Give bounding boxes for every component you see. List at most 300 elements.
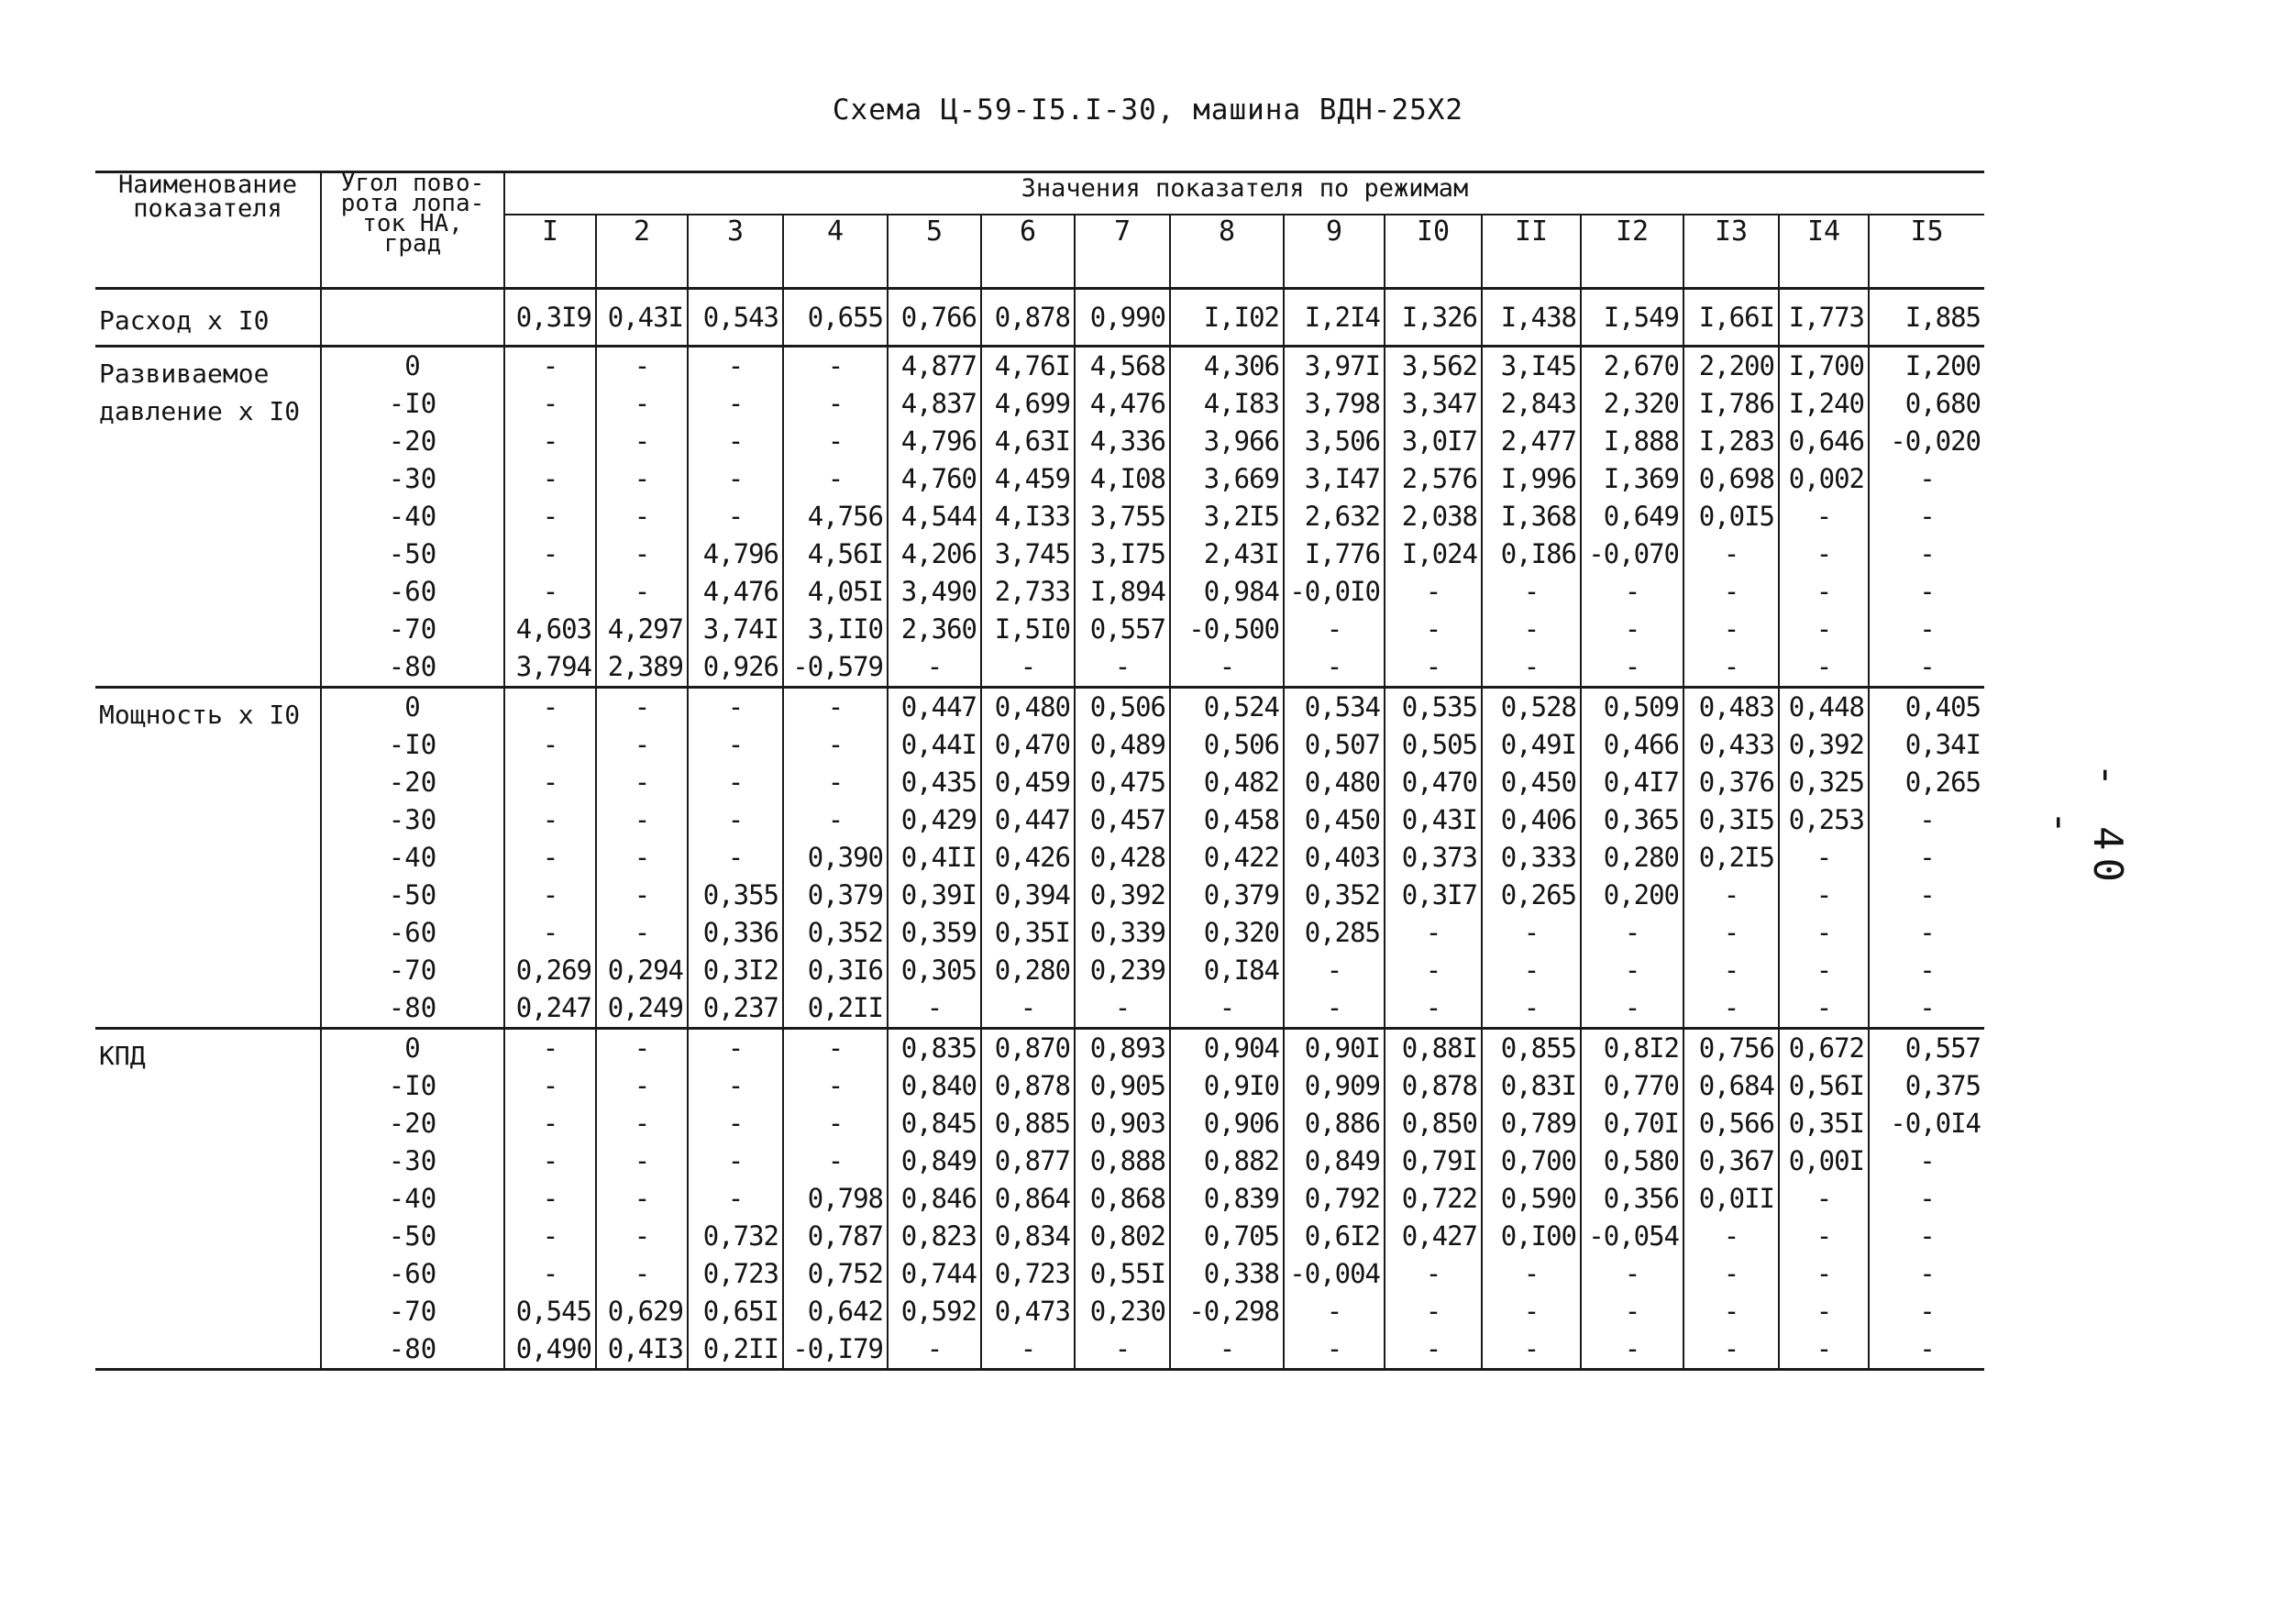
value-cell: 0,580 bbox=[1581, 1142, 1683, 1180]
value-cell: - bbox=[504, 1218, 596, 1255]
value-cell: -0,054 bbox=[1581, 1218, 1683, 1255]
value-cell: 0,732 bbox=[688, 1218, 783, 1255]
value-cell: 4,544 bbox=[888, 498, 981, 535]
angle-cell: -I0 bbox=[321, 385, 504, 423]
angle-cell: -50 bbox=[321, 1218, 504, 1255]
value-cell: - bbox=[1919, 804, 1935, 835]
value-cell: 0,376 bbox=[1683, 764, 1779, 801]
mode-header: 4 bbox=[783, 215, 888, 289]
value-cell: 0,905 bbox=[1075, 1067, 1170, 1105]
value-cell: 0,394 bbox=[981, 877, 1075, 914]
value-cell: - bbox=[596, 460, 688, 498]
value-cell: 0,864 bbox=[981, 1180, 1075, 1218]
value-cell: - bbox=[688, 1067, 783, 1105]
value-cell: - bbox=[596, 1180, 688, 1218]
angle-cell: -20 bbox=[321, 764, 504, 801]
mode-header: II bbox=[1482, 215, 1581, 289]
value-cell: 0,39I bbox=[888, 877, 981, 914]
value-cell: - bbox=[688, 688, 783, 727]
value-cell: - bbox=[1919, 538, 1935, 569]
mode-header: I2 bbox=[1581, 215, 1683, 289]
value-cell: 2,843 bbox=[1482, 385, 1581, 423]
value-cell: 0,405 bbox=[1869, 688, 1984, 727]
value-cell: 0,392 bbox=[1779, 726, 1869, 764]
value-cell: - bbox=[504, 385, 596, 423]
angle-cell: 0 bbox=[321, 347, 504, 386]
value-cell: 0,4I3 bbox=[596, 1330, 688, 1370]
value-cell: - bbox=[783, 385, 888, 423]
value-cell: - bbox=[1482, 989, 1581, 1029]
value-cell: 0,285 bbox=[1284, 914, 1385, 952]
value-cell: 0,590 bbox=[1482, 1180, 1581, 1218]
value-cell: - bbox=[783, 1029, 888, 1068]
value-cell: 0,878 bbox=[1385, 1067, 1482, 1105]
table-row bbox=[95, 989, 1984, 1029]
value-cell: 0,2I5 bbox=[1683, 839, 1779, 877]
value-cell: 0,56I bbox=[1779, 1067, 1869, 1105]
value-cell: 4,837 bbox=[888, 385, 981, 423]
value-cell: - bbox=[1779, 952, 1869, 989]
value-cell: 0,906 bbox=[1170, 1105, 1284, 1142]
value-cell: - bbox=[1385, 1255, 1482, 1293]
value-cell: - bbox=[1779, 498, 1869, 535]
value-cell: 0,868 bbox=[1075, 1180, 1170, 1218]
value-cell: 2,389 bbox=[596, 648, 688, 688]
value-cell: 4,306 bbox=[1170, 347, 1284, 386]
header-name: Наименование показателя bbox=[95, 172, 321, 289]
value-cell: 0,509 bbox=[1581, 688, 1683, 727]
table-row bbox=[95, 952, 1984, 989]
value-cell: I,894 bbox=[1075, 573, 1170, 611]
value-cell: 0,280 bbox=[981, 952, 1075, 989]
value-cell: - bbox=[1683, 952, 1779, 989]
value-cell: 0,294 bbox=[596, 952, 688, 989]
value-cell: - bbox=[596, 573, 688, 611]
value-cell: - bbox=[596, 726, 688, 764]
value-cell: 0,475 bbox=[1075, 764, 1170, 801]
value-cell: - bbox=[688, 1029, 783, 1068]
angle-cell: -70 bbox=[321, 952, 504, 989]
value-cell: - bbox=[1170, 1330, 1284, 1370]
value-cell: - bbox=[1482, 1330, 1581, 1370]
value-cell: 0,535 bbox=[1385, 688, 1482, 727]
value-cell: -0,I79 bbox=[783, 1330, 888, 1370]
angle-cell: -70 bbox=[321, 611, 504, 648]
value-cell: -0,020 bbox=[1890, 425, 1981, 457]
value-cell: I,240 bbox=[1779, 385, 1869, 423]
value-cell: - bbox=[596, 498, 688, 535]
value-cell: 0,356 bbox=[1581, 1180, 1683, 1218]
value-cell: 3,798 bbox=[1284, 385, 1385, 423]
value-cell: - bbox=[1482, 1293, 1581, 1330]
value-cell: 0,482 bbox=[1170, 764, 1284, 801]
value-cell: 0,6I2 bbox=[1284, 1218, 1385, 1255]
value-cell: 0,88I bbox=[1385, 1029, 1482, 1068]
value-cell: 0,375 bbox=[1904, 1070, 1981, 1101]
value-cell: 0,65I bbox=[688, 1293, 783, 1330]
value-cell: 0,447 bbox=[981, 801, 1075, 839]
value-cell: 4,603 bbox=[504, 611, 596, 648]
table-row bbox=[95, 648, 1984, 688]
value-cell: - bbox=[596, 347, 688, 386]
value-cell: 0,3I7 bbox=[1385, 877, 1482, 914]
value-cell: 0,0II bbox=[1683, 1180, 1779, 1218]
value-cell: - bbox=[596, 385, 688, 423]
table-row bbox=[95, 1218, 1984, 1255]
value-cell: 0,458 bbox=[1170, 801, 1284, 839]
angle-cell bbox=[321, 289, 504, 347]
value-cell: 0,756 bbox=[1683, 1029, 1779, 1068]
value-cell: 0,34I bbox=[1904, 729, 1981, 760]
table-row bbox=[95, 535, 1984, 573]
value-cell: - bbox=[504, 839, 596, 877]
value-cell: 2,733 bbox=[981, 573, 1075, 611]
value-cell: 0,534 bbox=[1284, 688, 1385, 727]
value-cell: 0,904 bbox=[1170, 1029, 1284, 1068]
value-cell: 4,I83 bbox=[1170, 385, 1284, 423]
value-cell: - bbox=[1581, 914, 1683, 952]
value-cell: 0,002 bbox=[1779, 460, 1869, 498]
value-cell: 0,338 bbox=[1170, 1255, 1284, 1293]
value-cell: 0,0I5 bbox=[1683, 498, 1779, 535]
value-cell: -0,070 bbox=[1581, 535, 1683, 573]
value-cell: 0,333 bbox=[1482, 839, 1581, 877]
value-cell: 0,3I9 bbox=[504, 289, 596, 347]
value-cell: - bbox=[1919, 613, 1935, 645]
value-cell: 4,297 bbox=[596, 611, 688, 648]
value-cell: - bbox=[1482, 952, 1581, 989]
table-row bbox=[95, 1330, 1984, 1370]
value-cell: 0,429 bbox=[888, 801, 981, 839]
value-cell: 4,796 bbox=[888, 423, 981, 460]
value-cell: 0,I00 bbox=[1482, 1218, 1581, 1255]
value-cell: 0,320 bbox=[1170, 914, 1284, 952]
angle-cell: -80 bbox=[321, 1330, 504, 1370]
value-cell: - bbox=[1919, 1220, 1935, 1252]
value-cell: 0,49I bbox=[1482, 726, 1581, 764]
value-cell: 3,562 bbox=[1385, 347, 1482, 386]
table-row bbox=[95, 385, 1984, 423]
value-cell: I,200 bbox=[1869, 347, 1984, 386]
value-cell: 0,427 bbox=[1385, 1218, 1482, 1255]
value-cell: - bbox=[1683, 1293, 1779, 1330]
value-cell: 0,766 bbox=[888, 289, 981, 347]
table-row bbox=[95, 289, 1984, 347]
value-cell: 0,752 bbox=[783, 1255, 888, 1293]
table-row bbox=[95, 1180, 1984, 1218]
table-row bbox=[95, 1293, 1984, 1330]
value-cell: - bbox=[1919, 501, 1935, 532]
value-cell: - bbox=[1779, 611, 1869, 648]
value-cell: 0,35I bbox=[981, 914, 1075, 952]
value-cell: - bbox=[504, 423, 596, 460]
value-cell: - bbox=[1385, 989, 1482, 1029]
value-cell: 0,507 bbox=[1284, 726, 1385, 764]
value-cell: - bbox=[504, 498, 596, 535]
mode-header: 8 bbox=[1170, 215, 1284, 289]
value-cell: I,700 bbox=[1779, 347, 1869, 386]
value-cell: - bbox=[504, 764, 596, 801]
value-cell: 0,390 bbox=[783, 839, 888, 877]
value-cell: 0,849 bbox=[1284, 1142, 1385, 1180]
value-cell: 0,705 bbox=[1170, 1218, 1284, 1255]
header-values-group: Значения показателя по режимам bbox=[504, 172, 1984, 215]
value-cell: - bbox=[783, 347, 888, 386]
table-row bbox=[95, 914, 1984, 952]
value-cell: 2,320 bbox=[1581, 385, 1683, 423]
value-cell: 3,I75 bbox=[1075, 535, 1170, 573]
value-cell: - bbox=[504, 347, 596, 386]
value-cell: I,5I0 bbox=[981, 611, 1075, 648]
value-cell: - bbox=[1581, 1330, 1683, 1370]
value-cell: 3,347 bbox=[1385, 385, 1482, 423]
value-cell: - bbox=[596, 1105, 688, 1142]
value-cell: - bbox=[1170, 648, 1284, 688]
value-cell: 0,265 bbox=[1904, 767, 1981, 798]
value-cell: 0,433 bbox=[1683, 726, 1779, 764]
value-cell: - bbox=[1919, 1296, 1935, 1327]
value-cell: - bbox=[1284, 989, 1385, 1029]
value-cell: 3,II0 bbox=[783, 611, 888, 648]
value-cell: I,326 bbox=[1385, 289, 1482, 347]
value-cell: 0,629 bbox=[596, 1293, 688, 1330]
value-cell: 0,787 bbox=[783, 1218, 888, 1255]
value-cell: - bbox=[1779, 573, 1869, 611]
value-cell: - bbox=[596, 535, 688, 573]
value-cell: - bbox=[1919, 992, 1935, 1023]
value-cell: 3,966 bbox=[1170, 423, 1284, 460]
value-cell: - bbox=[596, 914, 688, 952]
value-cell: 0,926 bbox=[688, 648, 783, 688]
angle-cell: -60 bbox=[321, 914, 504, 952]
value-cell: 0,447 bbox=[888, 688, 981, 727]
value-cell: 0,280 bbox=[1581, 839, 1683, 877]
value-cell: 0,305 bbox=[888, 952, 981, 989]
value-cell: - bbox=[1284, 952, 1385, 989]
value-cell: 0,744 bbox=[888, 1255, 981, 1293]
value-cell: 0,792 bbox=[1284, 1180, 1385, 1218]
value-cell: - bbox=[1581, 989, 1683, 1029]
indicator-name: Развиваемое давление х I0 bbox=[95, 347, 321, 688]
value-cell: - bbox=[596, 1255, 688, 1293]
value-cell: 0,849 bbox=[888, 1142, 981, 1180]
value-cell: 0,505 bbox=[1385, 726, 1482, 764]
value-cell: - bbox=[1779, 914, 1869, 952]
value-cell: 0,700 bbox=[1482, 1142, 1581, 1180]
angle-cell: -30 bbox=[321, 801, 504, 839]
value-cell: 0,473 bbox=[981, 1293, 1075, 1330]
value-cell: - bbox=[688, 839, 783, 877]
value-cell: 4,I08 bbox=[1075, 460, 1170, 498]
value-cell: 0,253 bbox=[1779, 801, 1869, 839]
value-cell: 0,265 bbox=[1482, 877, 1581, 914]
value-cell: - bbox=[688, 1180, 783, 1218]
value-cell: 3,2I5 bbox=[1170, 498, 1284, 535]
value-cell: - bbox=[504, 688, 596, 727]
value-cell: I,438 bbox=[1482, 289, 1581, 347]
value-cell: 0,44I bbox=[888, 726, 981, 764]
value-cell: 3,74I bbox=[688, 611, 783, 648]
angle-cell: -I0 bbox=[321, 726, 504, 764]
value-cell: I,283 bbox=[1683, 423, 1779, 460]
value-cell: - bbox=[1385, 573, 1482, 611]
value-cell: 0,8I2 bbox=[1581, 1029, 1683, 1068]
value-cell: - bbox=[688, 726, 783, 764]
value-cell: 2,632 bbox=[1284, 498, 1385, 535]
value-cell: 0,885 bbox=[981, 1105, 1075, 1142]
value-cell: - bbox=[1779, 535, 1869, 573]
value-cell: 4,877 bbox=[888, 347, 981, 386]
angle-cell: -40 bbox=[321, 839, 504, 877]
value-cell: - bbox=[1581, 611, 1683, 648]
value-cell: 0,528 bbox=[1482, 688, 1581, 727]
value-cell: - bbox=[688, 498, 783, 535]
value-cell: 0,359 bbox=[888, 914, 981, 952]
value-cell: 0,466 bbox=[1581, 726, 1683, 764]
value-cell: - bbox=[981, 648, 1075, 688]
angle-cell: -I0 bbox=[321, 1067, 504, 1105]
value-cell: - bbox=[1683, 989, 1779, 1029]
value-cell: 0,840 bbox=[888, 1067, 981, 1105]
value-cell: - bbox=[1385, 1330, 1482, 1370]
value-cell: - bbox=[1482, 914, 1581, 952]
table-row bbox=[95, 498, 1984, 535]
table-row bbox=[95, 877, 1984, 914]
value-cell: - bbox=[1385, 611, 1482, 648]
value-cell: - bbox=[981, 989, 1075, 1029]
value-cell: 0,557 bbox=[1869, 1029, 1984, 1068]
value-cell: 0,336 bbox=[688, 914, 783, 952]
value-cell: 0,834 bbox=[981, 1218, 1075, 1255]
value-cell: - bbox=[688, 801, 783, 839]
mode-header: 2 bbox=[596, 215, 688, 289]
angle-cell: -30 bbox=[321, 1142, 504, 1180]
value-cell: 4,476 bbox=[1075, 385, 1170, 423]
value-cell: - bbox=[688, 347, 783, 386]
value-cell: 0,850 bbox=[1385, 1105, 1482, 1142]
value-cell: - bbox=[688, 385, 783, 423]
value-cell: 0,506 bbox=[1075, 688, 1170, 727]
table-row bbox=[95, 347, 1984, 386]
value-cell: 0,426 bbox=[981, 839, 1075, 877]
value-cell: I,369 bbox=[1581, 460, 1683, 498]
value-cell: 0,55I bbox=[1075, 1255, 1170, 1293]
value-cell: 0,237 bbox=[688, 989, 783, 1029]
value-cell: - bbox=[1683, 1218, 1779, 1255]
value-cell: 0,422 bbox=[1170, 839, 1284, 877]
value-cell: 3,755 bbox=[1075, 498, 1170, 535]
value-cell: - bbox=[1581, 1293, 1683, 1330]
value-cell: 0,642 bbox=[783, 1293, 888, 1330]
value-cell: - bbox=[1482, 611, 1581, 648]
value-cell: - bbox=[981, 1330, 1075, 1370]
angle-cell: -80 bbox=[321, 989, 504, 1029]
value-cell: - bbox=[688, 1142, 783, 1180]
value-cell: - bbox=[1581, 952, 1683, 989]
value-cell: 0,680 bbox=[1904, 388, 1981, 419]
value-cell: - bbox=[1284, 611, 1385, 648]
value-cell: - bbox=[1779, 1293, 1869, 1330]
value-cell: 0,649 bbox=[1581, 498, 1683, 535]
value-cell: I,885 bbox=[1869, 289, 1984, 347]
value-cell: 0,3I6 bbox=[783, 952, 888, 989]
table-row bbox=[95, 1029, 1984, 1068]
value-cell: 2,360 bbox=[888, 611, 981, 648]
value-cell: - bbox=[1170, 989, 1284, 1029]
value-cell: 0,I86 bbox=[1482, 535, 1581, 573]
value-cell: - bbox=[596, 839, 688, 877]
value-cell: 0,886 bbox=[1284, 1105, 1385, 1142]
indicator-name: Мощность х I0 bbox=[95, 688, 321, 1029]
angle-cell: -70 bbox=[321, 1293, 504, 1330]
value-cell: - bbox=[504, 801, 596, 839]
value-cell: 0,83I bbox=[1482, 1067, 1581, 1105]
table-row bbox=[95, 801, 1984, 839]
mode-header: 9 bbox=[1284, 215, 1385, 289]
value-cell: - bbox=[1385, 648, 1482, 688]
value-cell: 0,35I bbox=[1779, 1105, 1869, 1142]
value-cell: - bbox=[596, 877, 688, 914]
value-cell: - bbox=[1683, 573, 1779, 611]
value-cell: 2,576 bbox=[1385, 460, 1482, 498]
document-title: Схема Ц-59-I5.I-30, машина ВДН-25Х2 bbox=[832, 94, 1464, 127]
value-cell: 0,789 bbox=[1482, 1105, 1581, 1142]
table-row bbox=[95, 611, 1984, 648]
value-cell: -0,298 bbox=[1170, 1293, 1284, 1330]
value-cell: - bbox=[783, 801, 888, 839]
table-row bbox=[95, 423, 1984, 460]
table-body bbox=[95, 289, 1984, 1370]
table-row bbox=[95, 1067, 1984, 1105]
value-cell: I,776 bbox=[1284, 535, 1385, 573]
table-row bbox=[95, 1142, 1984, 1180]
mode-header: I3 bbox=[1683, 215, 1779, 289]
table-row bbox=[95, 1255, 1984, 1293]
value-cell: 0,448 bbox=[1779, 688, 1869, 727]
value-cell: - bbox=[1385, 914, 1482, 952]
value-cell: - bbox=[1683, 648, 1779, 688]
value-cell: 0,325 bbox=[1779, 764, 1869, 801]
value-cell: - bbox=[1385, 1293, 1482, 1330]
value-cell: 0,839 bbox=[1170, 1180, 1284, 1218]
value-cell: - bbox=[783, 460, 888, 498]
value-cell: - bbox=[783, 1142, 888, 1180]
value-cell: - bbox=[504, 535, 596, 573]
value-cell: 4,756 bbox=[783, 498, 888, 535]
value-cell: 0,70I bbox=[1581, 1105, 1683, 1142]
value-cell: 0,990 bbox=[1075, 289, 1170, 347]
value-cell: 3,794 bbox=[504, 648, 596, 688]
value-cell: 3,745 bbox=[981, 535, 1075, 573]
value-cell: - bbox=[888, 989, 981, 1029]
angle-cell: -20 bbox=[321, 423, 504, 460]
value-cell: 4,I33 bbox=[981, 498, 1075, 535]
angle-cell: -40 bbox=[321, 498, 504, 535]
value-cell: 0,722 bbox=[1385, 1180, 1482, 1218]
angle-cell: 0 bbox=[321, 688, 504, 727]
value-cell: I,368 bbox=[1482, 498, 1581, 535]
value-cell: 0,877 bbox=[981, 1142, 1075, 1180]
value-cell: - bbox=[596, 1067, 688, 1105]
value-cell: - bbox=[1919, 917, 1935, 948]
value-cell: 0,470 bbox=[1385, 764, 1482, 801]
value-cell: - bbox=[504, 1142, 596, 1180]
value-cell: - bbox=[783, 1105, 888, 1142]
mode-header: I bbox=[504, 215, 596, 289]
value-cell: 0,379 bbox=[783, 877, 888, 914]
value-cell: 2,477 bbox=[1482, 423, 1581, 460]
value-cell: - bbox=[504, 1029, 596, 1068]
